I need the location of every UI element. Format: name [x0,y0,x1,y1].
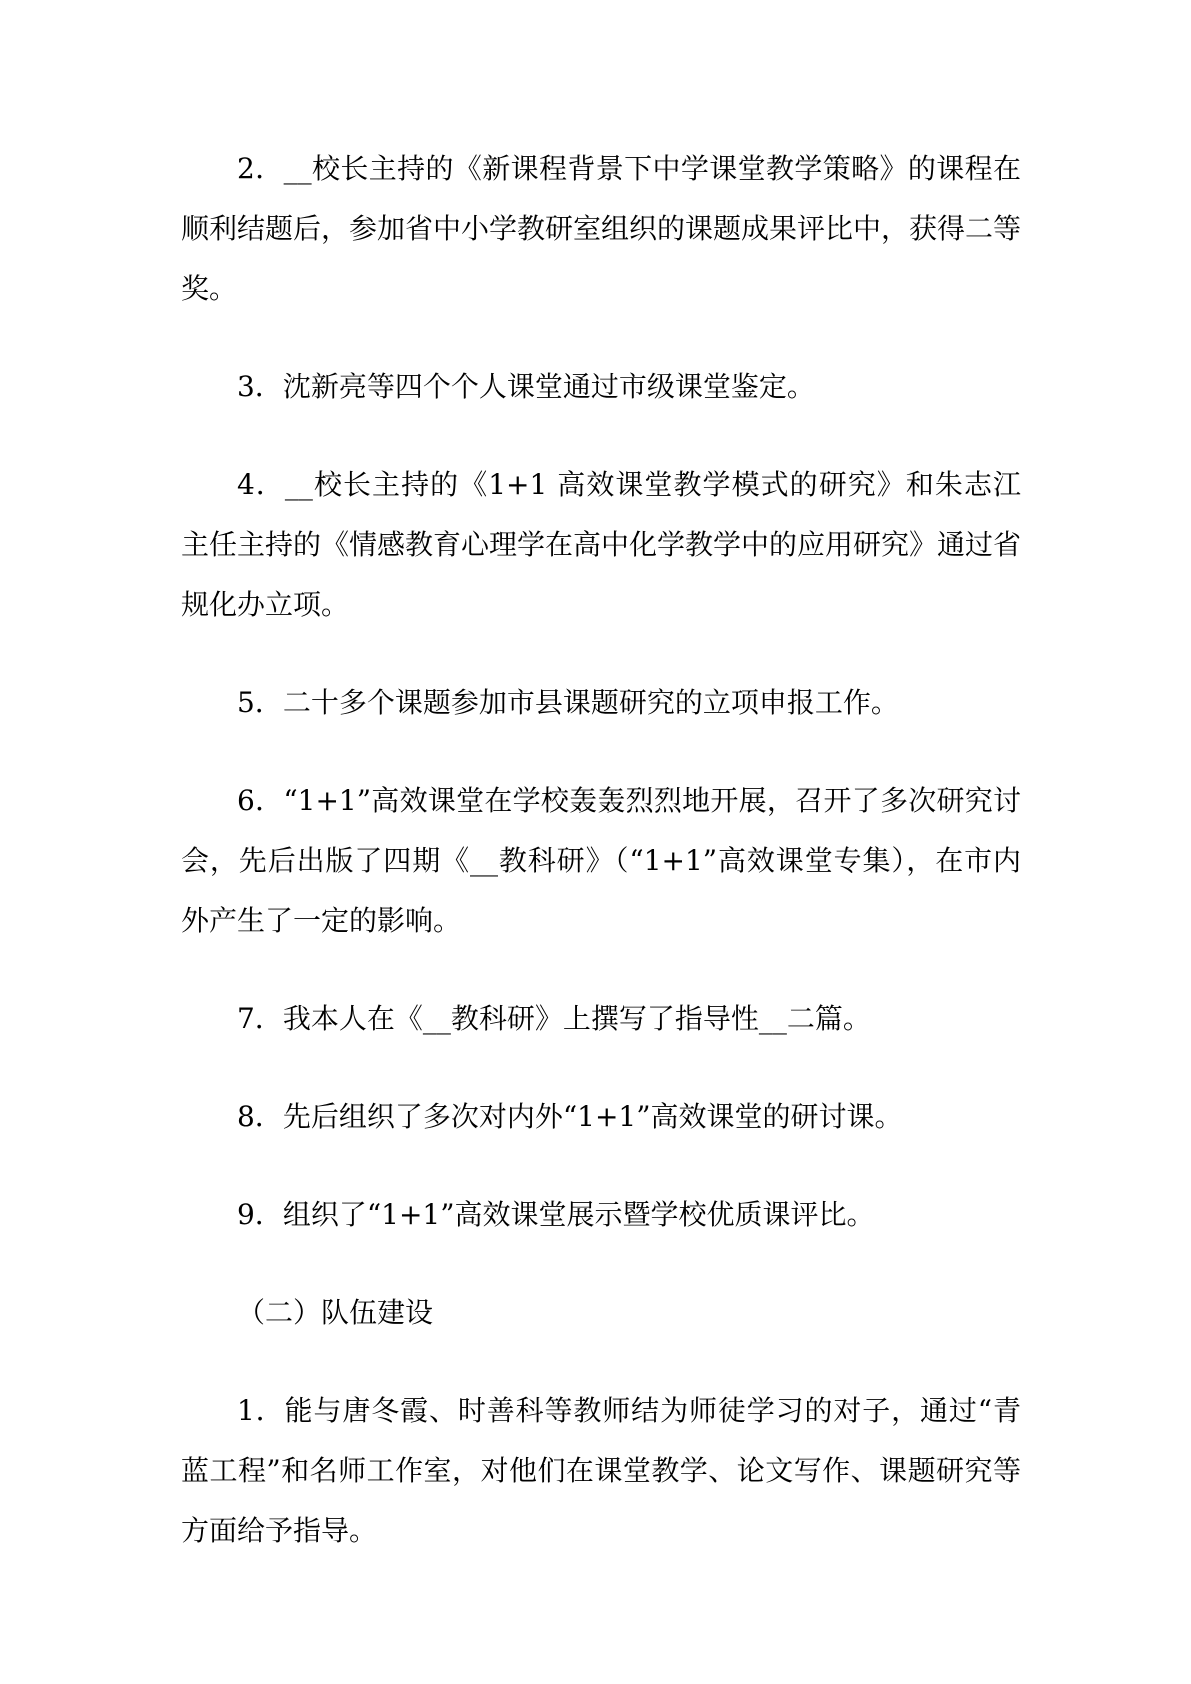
document-body [181,139,1021,1599]
paragraph: 6．“1+1”高效课堂在学校轰轰烈烈地开展，召开了多次研究讨会，先后出版了四期《__教科研》（“1+1”高效课堂专集），在市内外产生了一定的影响。 [181,784,1021,937]
paragraph: 1．能与唐冬霞、时善科等教师结为师徒学习的对子，通过“青蓝工程”和名师工作室，对他们在课堂教学、论文写作、课题研究等方面给予指导。 [181,1394,1021,1547]
paragraph: 9．组织了“1+1”高效课堂展示暨学校优质课评比。 [237,1198,875,1231]
paragraph: 8．先后组织了多次对内外“1+1”高效课堂的研讨课。 [237,1100,903,1133]
paragraph: 2．__校长主持的《新课程背景下中学课堂教学策略》的课程在顺利结题后，参加省中小学教研室组织的课题成果评比中，获得二等奖。 [181,152,1022,305]
section-heading: （二）队伍建设 [237,1296,434,1329]
paragraph: 5．二十多个课题参加市县课题研究的立项申报工作。 [237,686,899,719]
paragraph: 3．沈新亮等四个个人课堂通过市级课堂鉴定。 [237,370,815,403]
paragraph: 7．我本人在《__教科研》上撰写了指导性__二篇。 [237,1002,871,1035]
paragraph: 4．__校长主持的《1+1 高效课堂教学模式的研究》和朱志江主任主持的《情感教育心理学在高中化学教学中的应用研究》通过省规化办立项。 [181,468,1022,621]
